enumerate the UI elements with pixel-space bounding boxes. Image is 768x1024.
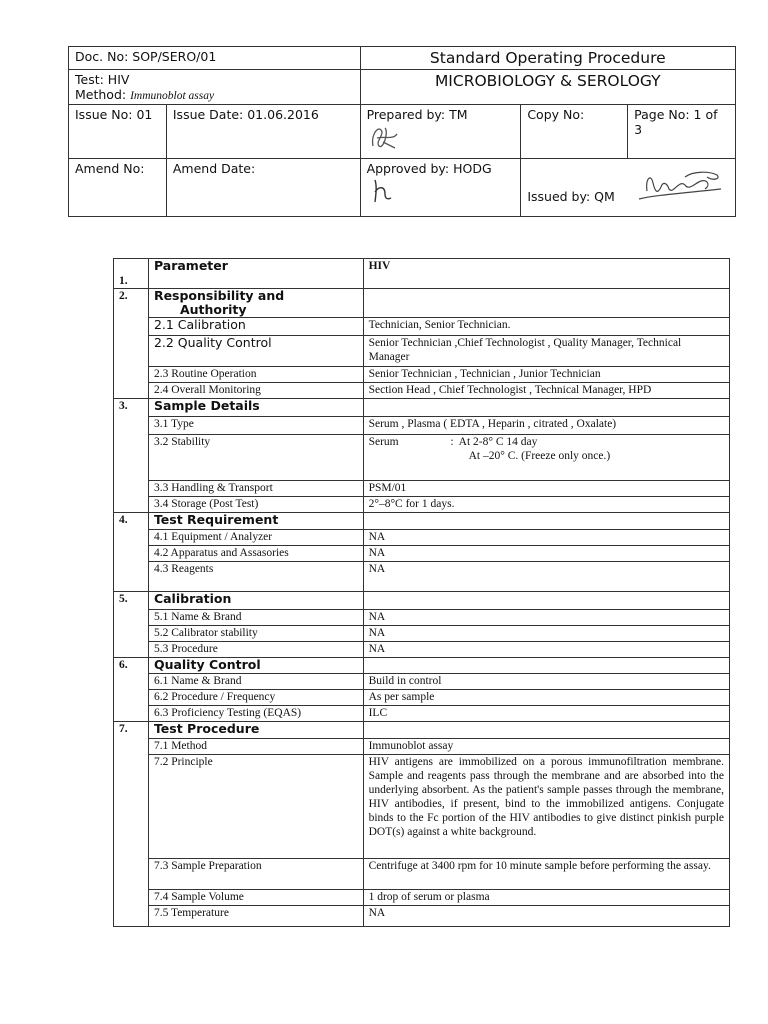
row-value: Serum : At 2-8° C 14 day At –20° C. (Freeze only once.) <box>363 435 729 481</box>
row-label: 7.1 Method <box>148 739 363 755</box>
row-label: 7.4 Sample Volume <box>148 890 363 906</box>
approver-signature-icon <box>367 176 397 204</box>
parameters-table <box>113 258 730 927</box>
section-number: 7. <box>114 722 149 927</box>
table-row <box>114 562 730 592</box>
column-header-parameter: Parameter <box>148 259 363 289</box>
amend-date: Amend Date: <box>166 159 360 217</box>
approved-by-cell <box>360 159 521 217</box>
table-row <box>114 383 730 399</box>
column-header-value: HIV <box>363 259 729 289</box>
table-row <box>114 546 730 562</box>
prepared-by-cell <box>360 105 521 159</box>
table-row <box>114 626 730 642</box>
row-label: 5.3 Procedure <box>148 642 363 658</box>
row-label: 4.1 Equipment / Analyzer <box>148 530 363 546</box>
row-label: 5.2 Calibrator stability <box>148 626 363 642</box>
issued-by-cell <box>521 159 736 217</box>
row-value: ILC <box>363 706 729 722</box>
row-label: 2.2 Quality Control <box>148 336 363 367</box>
issue-number: Issue No: 01 <box>69 105 167 159</box>
row-value: Technician, Senior Technician. <box>363 318 729 336</box>
issued-by: Issued by: QM <box>527 189 615 204</box>
section-title: Test Requirement <box>148 513 363 530</box>
amend-number: Amend No: <box>69 159 167 217</box>
row-value: Centrifuge at 3400 rpm for 10 minute sample before performing the assay. <box>363 859 729 890</box>
row-value: PSM/01 <box>363 481 729 497</box>
table-row <box>114 706 730 722</box>
table-row <box>114 435 730 481</box>
sop-title: Standard Operating Procedure <box>360 47 735 70</box>
section-title: Sample Details <box>148 399 363 417</box>
section-number: 5. <box>114 592 149 658</box>
row-value: Section Head , Chief Technologist , Technical Manager, HPD <box>363 383 729 399</box>
method-line <box>75 87 354 102</box>
table-row <box>114 642 730 658</box>
issuer-signature-icon <box>635 165 727 205</box>
test-method-cell <box>69 70 361 105</box>
row-label: 2.4 Overall Monitoring <box>148 383 363 399</box>
section-row <box>114 592 730 610</box>
row-label: 2.3 Routine Operation <box>148 367 363 383</box>
row-value: Serum , Plasma ( EDTA , Heparin , citrated , Oxalate) <box>363 417 729 435</box>
section-number: 6. <box>114 658 149 722</box>
row-label: 6.2 Procedure / Frequency <box>148 690 363 706</box>
preparer-signature-icon <box>367 122 401 152</box>
section-row <box>114 513 730 530</box>
row-label: 3.3 Handling & Transport <box>148 481 363 497</box>
row-label: 7.2 Principle <box>148 755 363 859</box>
row-value: Senior Technician , Technician , Junior Technician <box>363 367 729 383</box>
row-value: Build in control <box>363 674 729 690</box>
page-number: Page No: 1 of 3 <box>628 105 736 159</box>
row-value: NA <box>363 626 729 642</box>
section-row <box>114 289 730 318</box>
table-row <box>114 906 730 927</box>
table-row <box>114 739 730 755</box>
table-row <box>114 859 730 890</box>
prepared-by: Prepared by: TM <box>366 107 468 122</box>
table-row <box>114 610 730 626</box>
row-value: As per sample <box>363 690 729 706</box>
table-row <box>114 318 730 336</box>
row-number: 1. <box>114 259 149 289</box>
row-label: 3.2 Stability <box>148 435 363 481</box>
table-row <box>114 336 730 367</box>
row-label: 6.1 Name & Brand <box>148 674 363 690</box>
row-label: 2.1 Calibration <box>148 318 363 336</box>
table-row <box>114 259 730 289</box>
department-title: MICROBIOLOGY & SEROLOGY <box>360 70 735 105</box>
table-row <box>114 417 730 435</box>
row-label: 3.1 Type <box>148 417 363 435</box>
row-value: HIV antigens are immobilized on a porous immunofiltration membrane. Sample and reagents pass through the membrane and are absorbed into the underlying absorbent. As the patient's sample passes through the membrane, HIV antibodies, if present, bind to the immobilized antigens. Conjugate binds to the Fc portion of the HIV antibodies to give distinct pinkish purple DOT(s) against a white background. <box>363 755 729 859</box>
row-value: NA <box>363 530 729 546</box>
section-number: 3. <box>114 399 149 513</box>
row-value: NA <box>363 562 729 592</box>
section-number: 2. <box>114 289 149 399</box>
section-title: Calibration <box>148 592 363 610</box>
row-value: NA <box>363 906 729 927</box>
method-label: Method: <box>75 87 131 102</box>
section-title: Responsibility and Authority <box>148 289 363 318</box>
test-name: Test: HIV <box>75 72 130 87</box>
table-row <box>114 674 730 690</box>
table-row <box>114 530 730 546</box>
row-label: 7.5 Temperature <box>148 906 363 927</box>
row-label: 4.3 Reagents <box>148 562 363 592</box>
method-value: Immunoblot assay <box>130 90 215 102</box>
table-row <box>114 890 730 906</box>
row-label: 3.4 Storage (Post Test) <box>148 497 363 513</box>
table-row <box>114 690 730 706</box>
section-number: 4. <box>114 513 149 592</box>
section-row <box>114 399 730 417</box>
row-value: NA <box>363 546 729 562</box>
row-label: 7.3 Sample Preparation <box>148 859 363 890</box>
issue-date: Issue Date: 01.06.2016 <box>166 105 360 159</box>
document-header-table <box>68 46 736 217</box>
table-row <box>114 755 730 859</box>
approved-by: Approved by: HODG <box>366 161 492 176</box>
doc-number: Doc. No: SOP/SERO/01 <box>69 47 361 70</box>
table-row <box>114 367 730 383</box>
row-value: 2°–8°C for 1 days. <box>363 497 729 513</box>
section-row <box>114 722 730 739</box>
table-row <box>114 497 730 513</box>
row-label: 4.2 Apparatus and Assasories <box>148 546 363 562</box>
row-label: 6.3 Proficiency Testing (EQAS) <box>148 706 363 722</box>
row-value: NA <box>363 642 729 658</box>
row-value: NA <box>363 610 729 626</box>
copy-number: Copy No: <box>521 105 628 159</box>
section-row <box>114 658 730 674</box>
table-row <box>114 481 730 497</box>
section-title: Test Procedure <box>148 722 363 739</box>
row-label: 5.1 Name & Brand <box>148 610 363 626</box>
row-value: 1 drop of serum or plasma <box>363 890 729 906</box>
row-value: Senior Technician ,Chief Technologist , Quality Manager, Technical Manager <box>363 336 729 367</box>
section-title: Quality Control <box>148 658 363 674</box>
row-value: Immunoblot assay <box>363 739 729 755</box>
